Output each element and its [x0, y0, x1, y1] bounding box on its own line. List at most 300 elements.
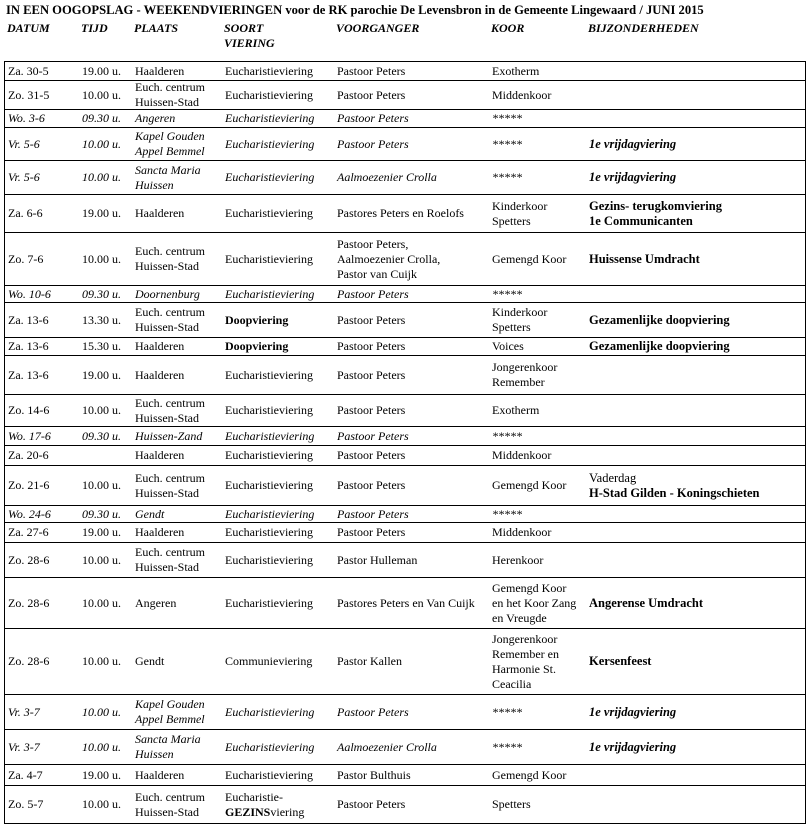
- voorganger-cell-line: Pastoor Peters: [337, 286, 409, 301]
- soort-cell: [225, 233, 313, 285]
- koor-cell-line: Jongerenkoor: [492, 631, 558, 646]
- datum-cell: [8, 195, 43, 232]
- koor-cell: [492, 543, 543, 577]
- soort-cell: [225, 195, 313, 232]
- tijd-cell: [82, 786, 121, 823]
- koor-cell: [492, 395, 539, 426]
- plaats-cell-line: Kapel Gouden: [135, 129, 205, 143]
- voorganger-cell: [337, 523, 405, 542]
- table-row: [4, 232, 806, 285]
- plaats-cell: [135, 695, 205, 729]
- soort-cell: [225, 466, 313, 505]
- tijd-cell: [82, 303, 121, 337]
- koor-cell: [492, 427, 522, 445]
- soort-cell-line: Eucharistieviering: [225, 170, 315, 184]
- tijd-cell: [82, 395, 121, 426]
- tijd-cell-line: 19.00 u.: [82, 206, 121, 220]
- soort-cell-line: Eucharistieviering: [225, 767, 313, 782]
- soort-cell: [225, 446, 313, 465]
- table-row: [4, 729, 806, 764]
- datum-cell: [8, 446, 49, 465]
- tijd-cell: [82, 62, 121, 80]
- voorganger-cell: [337, 543, 417, 577]
- voorganger-cell: [337, 765, 411, 785]
- plaats-cell-line: Euch. centrum: [135, 789, 205, 804]
- plaats-cell-line: Appel Bemmel: [135, 144, 205, 158]
- soort-cell: [225, 161, 314, 194]
- bijzonderheden-cell: [589, 730, 676, 764]
- soort-cell-line: Eucharistieviering: [225, 739, 315, 754]
- table-row: [4, 355, 806, 394]
- tijd-cell: [82, 523, 121, 542]
- voorganger-cell-line: Aalmoezenier Crolla: [337, 739, 437, 754]
- tijd-cell-line: 10.00 u.: [82, 552, 121, 567]
- koor-cell-line: en het Koor Zang: [492, 595, 577, 610]
- plaats-cell-line: Huissen: [135, 747, 174, 761]
- tijd-cell-line: 10.00 u.: [82, 136, 121, 151]
- header-koor: KOOR: [491, 21, 525, 35]
- table-row: [4, 542, 806, 577]
- soort-cell-line: Eucharistieviering: [225, 552, 313, 567]
- bijzonderheden-cell-line: 1e vrijdagviering: [589, 170, 677, 184]
- soort-cell-line: Eucharistieviering: [225, 478, 313, 492]
- koor-cell-line: Spetters: [492, 797, 531, 811]
- koor-cell: [492, 128, 522, 160]
- koor-cell: [492, 338, 524, 355]
- soort-cell: [225, 128, 314, 160]
- datum-cell: [8, 110, 45, 127]
- koor-cell-line: *****: [492, 136, 522, 151]
- koor-cell: [492, 695, 522, 729]
- voorganger-cell-line: Pastor van Cuijk: [337, 266, 417, 281]
- datum-cell: [8, 128, 40, 160]
- tijd-cell-line: 09.30 u.: [82, 506, 121, 521]
- header-tijd: TIJD: [81, 21, 108, 35]
- soort-cell-line: Eucharistieviering: [225, 87, 313, 102]
- tijd-cell-line: 19.00 u.: [82, 63, 121, 78]
- bijzonderheden-cell-line: Angerense Umdracht: [589, 595, 703, 610]
- plaats-cell: [135, 446, 184, 465]
- plaats-cell: [135, 356, 184, 394]
- page-title: IN EEN OOGOPSLAG - WEEKENDVIERINGEN voor de RK parochie De Levensbron in de Gemeente Lingewaard / JUNI 2015: [6, 3, 704, 17]
- tijd-cell: [82, 543, 121, 577]
- plaats-cell-line: Euch. centrum: [135, 305, 205, 319]
- plaats-cell: [135, 466, 205, 505]
- koor-cell: [492, 303, 547, 337]
- datum-cell-line: Vr. 5-6: [8, 136, 40, 151]
- soort-cell-line: Eucharistieviering: [225, 367, 313, 382]
- bijzonderheden-cell-line: Gezins- terugkomviering: [589, 198, 722, 213]
- datum-cell: [8, 395, 49, 426]
- datum-cell: [8, 303, 49, 337]
- voorganger-cell-line: Pastores Peters en Roelofs: [337, 206, 464, 220]
- datum-cell-line: Zo. 21-6: [8, 478, 50, 492]
- tijd-cell: [82, 286, 121, 302]
- soort-cell-line: Doopviering: [225, 339, 289, 353]
- voorganger-cell-line: Pastoor Peters: [337, 478, 406, 492]
- plaats-cell-line: Haalderen: [135, 206, 185, 220]
- header-bijzonderheden: BIJZONDERHEDEN: [588, 21, 699, 35]
- tijd-cell: [82, 466, 121, 505]
- soort-cell: [225, 629, 312, 694]
- plaats-cell-line: Haalderen: [135, 63, 185, 78]
- voorganger-cell-line: Aalmoezenier Crolla,: [337, 251, 441, 266]
- table-row: [4, 577, 806, 628]
- tijd-cell: [82, 730, 121, 764]
- tijd-cell: [82, 695, 121, 729]
- plaats-cell: [135, 286, 200, 302]
- table-row: [4, 445, 806, 465]
- voorganger-cell: [337, 161, 437, 194]
- soort-cell-line: Eucharistie-: [225, 789, 283, 804]
- plaats-cell: [135, 110, 175, 127]
- voorganger-cell: [337, 286, 409, 302]
- voorganger-cell: [337, 395, 405, 426]
- soort-cell: [225, 695, 314, 729]
- datum-cell-line: Za. 20-6: [8, 448, 49, 462]
- soort-cell: [225, 765, 313, 785]
- koor-cell-line: Gemengd Koor: [492, 580, 567, 595]
- voorganger-cell-line: Pastoor Peters: [337, 525, 406, 539]
- tijd-cell-line: 09.30 u.: [82, 286, 121, 301]
- soort-cell: [225, 303, 288, 337]
- voorganger-cell-line: Pastores Peters en Van Cuijk: [337, 595, 475, 610]
- plaats-cell: [135, 195, 184, 232]
- koor-cell: [492, 62, 539, 80]
- plaats-cell-line: Huissen-Stad: [135, 259, 199, 273]
- plaats-cell: [135, 523, 184, 542]
- koor-cell-line: Exotherm: [492, 403, 540, 417]
- tijd-cell: [82, 356, 121, 394]
- tijd-cell: [82, 128, 121, 160]
- voorganger-cell-line: Pastoor Peters: [337, 111, 409, 125]
- voorganger-cell-line: Pastor Hulleman: [337, 552, 418, 567]
- voorganger-cell-line: Pastoor Peters: [337, 312, 406, 327]
- soort-cell-line: Eucharistieviering: [225, 206, 313, 220]
- plaats-cell-line: Euch. centrum: [135, 244, 205, 258]
- voorganger-cell-line: Aalmoezenier Crolla: [337, 170, 437, 184]
- plaats-cell-line: Sancta Maria: [135, 162, 201, 177]
- soort-cell-line: Eucharistieviering: [225, 448, 313, 462]
- plaats-cell-line: Haalderen: [135, 339, 185, 353]
- soort-cell: [225, 62, 313, 80]
- plaats-cell-line: Huissen-Stad: [135, 95, 199, 109]
- bijzonderheden-cell: [589, 303, 730, 337]
- soort-cell-line: Communieviering: [225, 654, 313, 668]
- soort-cell: [225, 81, 313, 109]
- soort-cell-line: Eucharistieviering: [225, 525, 313, 539]
- voorganger-cell: [337, 730, 437, 764]
- voorganger-cell-line: Pastoor Peters: [337, 63, 406, 78]
- plaats-cell: [135, 543, 205, 577]
- table-row: [4, 109, 806, 127]
- bijzonderheden-cell: [589, 578, 703, 628]
- koor-cell-line: *****: [492, 506, 522, 521]
- koor-cell-line: Gemengd Koor: [492, 767, 567, 782]
- koor-cell: [492, 356, 557, 394]
- datum-cell: [8, 786, 43, 823]
- voorganger-cell: [337, 195, 464, 232]
- voorganger-cell: [337, 356, 405, 394]
- datum-cell-line: Zo. 28-6: [8, 654, 50, 668]
- tijd-cell-line: 09.30 u.: [82, 428, 121, 443]
- koor-cell-line: Gemengd Koor: [492, 251, 567, 266]
- plaats-cell-line: Huissen: [135, 177, 174, 192]
- bijzonderheden-cell-line: Gezamenlijke doopviering: [589, 339, 730, 353]
- bijzonderheden-cell-line: Kersenfeest: [589, 654, 652, 668]
- soort-cell-line: Doopviering: [225, 312, 289, 327]
- datum-cell-line: Vr. 5-6: [8, 170, 40, 184]
- plaats-cell-line: Haalderen: [135, 767, 185, 782]
- plaats-cell: [135, 578, 176, 628]
- datum-cell: [8, 466, 49, 505]
- datum-cell-line: Za. 13-6: [8, 312, 49, 327]
- koor-cell-line: Exotherm: [492, 63, 540, 78]
- datum-cell-line: Zo. 5-7: [8, 797, 44, 811]
- tijd-cell-line: 10.00 u.: [82, 739, 121, 754]
- header-viering: VIERING: [224, 36, 275, 50]
- table-row: [4, 505, 806, 522]
- plaats-cell-line: Angeren: [135, 111, 176, 125]
- datum-cell: [8, 506, 51, 522]
- koor-cell-line: Middenkoor: [492, 87, 552, 102]
- soort-cell: [225, 730, 314, 764]
- plaats-cell-line: Gendt: [135, 506, 165, 521]
- header-plaats: PLAATS: [134, 21, 179, 35]
- koor-cell-line: Spetters: [492, 320, 531, 334]
- datum-cell: [8, 765, 43, 785]
- datum-cell: [8, 730, 40, 764]
- bijzonderheden-cell-line: 1e Communicanten: [589, 213, 693, 228]
- header-soort: SOORT: [224, 21, 264, 35]
- voorganger-cell-line: Pastoor Peters: [337, 506, 409, 521]
- voorganger-cell: [337, 629, 402, 694]
- voorganger-cell: [337, 786, 405, 823]
- koor-cell-line: *****: [492, 170, 522, 184]
- soort-cell: [225, 356, 313, 394]
- datum-cell: [8, 543, 49, 577]
- tijd-cell: [82, 506, 121, 522]
- voorganger-cell-line: Pastor Bulthuis: [337, 767, 411, 782]
- voorganger-cell-line: Pastoor Peters: [337, 797, 406, 811]
- soort-cell: [225, 543, 313, 577]
- soort-cell: [225, 506, 314, 522]
- tijd-cell: [82, 110, 121, 127]
- tijd-cell-line: 10.00 u.: [82, 654, 121, 668]
- plaats-cell: [135, 786, 205, 823]
- datum-cell: [8, 695, 40, 729]
- table-row: [4, 764, 806, 785]
- soort-cell-line: Eucharistieviering: [225, 428, 315, 443]
- tijd-cell-line: 10.00 u.: [82, 797, 121, 811]
- datum-cell: [8, 338, 49, 355]
- voorganger-cell-line: Pastoor Peters: [337, 428, 409, 443]
- soort-cell-line: Eucharistieviering: [225, 704, 315, 719]
- soort-cell-line: Eucharistieviering: [225, 111, 315, 125]
- koor-cell-line: Jongerenkoor: [492, 360, 558, 374]
- soort-cell: [225, 395, 313, 426]
- voorganger-cell-line: Pastoor Peters: [337, 367, 406, 382]
- bijzonderheden-cell: [589, 695, 676, 729]
- datum-cell: [8, 62, 49, 80]
- table-row: [4, 302, 806, 337]
- plaats-cell: [135, 161, 201, 194]
- datum-cell-line: Wo. 3-6: [8, 111, 45, 125]
- datum-cell: [8, 286, 51, 302]
- plaats-cell: [135, 62, 184, 80]
- datum-cell: [8, 523, 49, 542]
- voorganger-cell-line: Pastoor Peters: [337, 403, 406, 417]
- table-header: [0, 21, 809, 55]
- datum-cell-line: Za. 4-7: [8, 767, 43, 782]
- datum-cell-line: Zo. 31-5: [8, 87, 50, 102]
- datum-cell-line: Zo. 28-6: [8, 595, 50, 610]
- soort-cell: [225, 786, 304, 823]
- bijzonderheden-cell-line: H-Stad Gilden - Koningschieten: [589, 485, 760, 500]
- table-row: [4, 628, 806, 694]
- tijd-cell-line: 19.00 u.: [82, 525, 121, 539]
- tijd-cell: [82, 578, 121, 628]
- koor-cell: [492, 629, 559, 694]
- koor-cell-line: Ceacilia: [492, 676, 532, 691]
- plaats-cell-line: Kapel Gouden: [135, 697, 205, 711]
- table-row: [4, 337, 806, 355]
- tijd-cell-line: 19.00 u.: [82, 367, 121, 382]
- plaats-cell-line: Huissen-Stad: [135, 410, 199, 425]
- plaats-cell: [135, 427, 202, 445]
- datum-cell: [8, 233, 43, 285]
- voorganger-cell: [337, 62, 405, 80]
- plaats-cell: [135, 395, 205, 426]
- koor-cell: [492, 578, 576, 628]
- voorganger-cell: [337, 233, 440, 285]
- koor-cell-line: *****: [492, 704, 522, 719]
- tijd-cell-line: 10.00 u.: [82, 403, 121, 417]
- soort-cell: [225, 523, 313, 542]
- plaats-cell-line: Appel Bemmel: [135, 712, 205, 726]
- koor-cell-line: Remember en: [492, 646, 559, 661]
- voorganger-cell-line: Pastoor Peters: [337, 448, 406, 462]
- koor-cell: [492, 506, 522, 522]
- plaats-cell-line: Huissen-Stad: [135, 485, 199, 500]
- plaats-cell: [135, 233, 205, 285]
- plaats-cell-line: Huissen-Stad: [135, 804, 199, 819]
- header-datum: DATUM: [7, 21, 50, 35]
- koor-cell: [492, 110, 522, 127]
- soort-cell-line: Eucharistieviering: [225, 506, 315, 521]
- tijd-cell-line: 19.00 u.: [82, 767, 121, 782]
- soort-cell: [225, 110, 314, 127]
- voorganger-cell: [337, 506, 409, 522]
- table-row: [4, 785, 806, 824]
- plaats-cell-line: Euch. centrum: [135, 545, 205, 559]
- koor-cell-line: Remember: [492, 375, 545, 389]
- koor-cell: [492, 730, 522, 764]
- voorganger-cell: [337, 427, 409, 445]
- datum-cell-line: Zo. 14-6: [8, 403, 50, 417]
- koor-cell: [492, 286, 522, 302]
- bijzonderheden-cell: [589, 128, 676, 160]
- plaats-cell: [135, 303, 205, 337]
- datum-cell-line: Wo. 10-6: [8, 286, 51, 301]
- plaats-cell-line: Angeren: [135, 595, 177, 610]
- koor-cell-line: Gemengd Koor: [492, 478, 567, 492]
- bijzonderheden-cell-line: Gezamenlijke doopviering: [589, 312, 730, 327]
- voorganger-cell-line: Pastoor Peters: [337, 339, 406, 353]
- datum-cell: [8, 356, 49, 394]
- table-row: [4, 61, 806, 80]
- koor-cell-line: Middenkoor: [492, 448, 552, 462]
- datum-cell-line: Za. 13-6: [8, 367, 49, 382]
- tijd-cell-line: 13.30 u.: [82, 312, 121, 327]
- tijd-cell-line: 09.30 u.: [82, 111, 121, 125]
- tijd-cell: [82, 81, 121, 109]
- voorganger-cell-line: Pastor Kallen: [337, 654, 402, 668]
- tijd-cell-line: 10.00 u.: [82, 478, 121, 492]
- plaats-cell-line: Huissen-Zand: [135, 428, 203, 443]
- plaats-cell-line: Sancta Maria: [135, 732, 201, 746]
- plaats-cell: [135, 629, 164, 694]
- bijzonderheden-cell-line: Vaderdag: [589, 470, 637, 485]
- voorganger-cell: [337, 303, 405, 337]
- voorganger-cell-line: Pastoor Peters,: [337, 236, 409, 251]
- plaats-cell: [135, 506, 164, 522]
- koor-cell-line: Kinderkoor: [492, 305, 548, 319]
- datum-cell-line: Za. 27-6: [8, 525, 49, 539]
- plaats-cell-line: Doornenburg: [135, 286, 200, 301]
- plaats-cell-line: Haalderen: [135, 448, 185, 462]
- tijd-cell: [82, 161, 121, 194]
- voorganger-cell: [337, 81, 405, 109]
- tijd-cell-line: 10.00 u.: [82, 170, 121, 184]
- plaats-cell-line: Euch. centrum: [135, 80, 205, 94]
- soort-cell-line: Eucharistieviering: [225, 595, 313, 610]
- koor-cell-line: en Vreugde: [492, 610, 547, 625]
- datum-cell-line: Wo. 17-6: [8, 428, 51, 443]
- plaats-cell-line: Huissen-Stad: [135, 560, 199, 574]
- tijd-cell-line: 10.00 u.: [82, 87, 121, 102]
- tijd-cell: [82, 765, 121, 785]
- datum-cell: [8, 161, 40, 194]
- soort-cell: [225, 427, 314, 445]
- soort-cell-line: GEZINSviering: [225, 804, 305, 819]
- voorganger-cell-line: Pastoor Peters: [337, 136, 409, 151]
- voorganger-cell: [337, 446, 405, 465]
- tijd-cell-line: 10.00 u.: [82, 704, 121, 719]
- koor-cell-line: *****: [492, 111, 522, 125]
- table-row: [4, 285, 806, 302]
- koor-cell: [492, 523, 551, 542]
- datum-cell-line: Vr. 3-7: [8, 704, 40, 719]
- plaats-cell: [135, 765, 184, 785]
- datum-cell-line: Za. 30-5: [8, 63, 49, 78]
- tijd-cell-line: 10.00 u.: [82, 595, 121, 610]
- table-row: [4, 194, 806, 232]
- soort-cell: [225, 286, 314, 302]
- soort-cell-line: Eucharistieviering: [225, 286, 315, 301]
- koor-cell-line: Spetters: [492, 213, 531, 228]
- datum-cell: [8, 629, 49, 694]
- koor-cell: [492, 195, 547, 232]
- voorganger-cell-line: Pastoor Peters: [337, 704, 409, 719]
- bijzonderheden-cell: [589, 629, 651, 694]
- voorganger-cell: [337, 338, 405, 355]
- koor-cell: [492, 765, 566, 785]
- koor-cell-line: Harmonie St.: [492, 661, 556, 676]
- tijd-cell: [82, 629, 121, 694]
- table-row: [4, 426, 806, 445]
- plaats-cell: [135, 730, 201, 764]
